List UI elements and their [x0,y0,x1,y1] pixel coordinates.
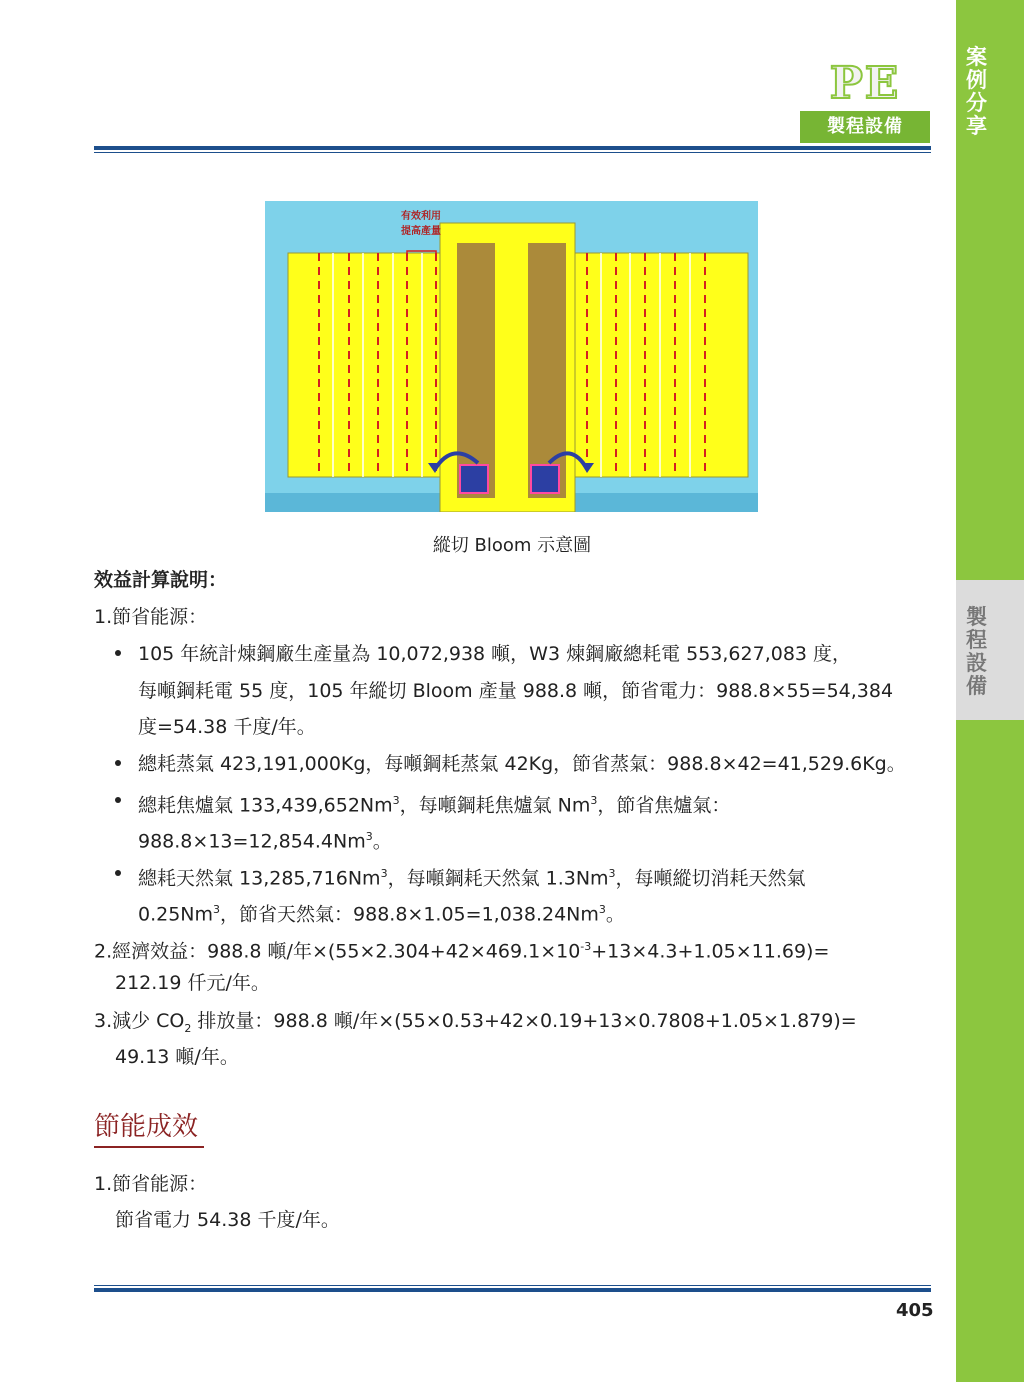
results-section-title: 節能成效 [94,1112,199,1142]
bullet1-line1: 105 年統計煉鋼廠生產量為 10,072,938 噸，W3 煉鋼廠總耗電 553,627,083 度， [138,643,852,665]
bullet-marker [115,870,121,876]
item3-line2: 49.13 噸/年。 [115,1046,239,1068]
item2-line2: 212.19 仟元/年。 [115,972,270,994]
section-badge: 製程設備 [800,111,930,143]
item1-label: 1.節省能源： [94,606,208,628]
footer-rule-thin [94,1285,931,1286]
figure-caption: 縱切 Bloom 示意圖 [432,535,592,556]
bloom-cutting-diagram [265,201,758,512]
bullet-marker [115,760,121,766]
bullet-marker [115,797,121,803]
bullet4-line2: 0.25Nm$^3$，節省天然氣：$988.8\times 1.05=1,038.24Nm^3$。 [138,903,625,926]
bullet4-line1: 總耗天然氣 13,285,716Nm$^3$，每噸鋼耗天然氣 1.3Nm$^3$，每噸縱切消耗天然氣 [138,867,806,890]
header-rule-thick [94,146,931,150]
bullet-marker [115,650,121,656]
bullet2-line1: 總耗蒸氣 423,191,000Kg，每噸鋼耗蒸氣 42Kg，節省蒸氣：988.8×42=41,529.6Kg。 [138,753,906,775]
item3-line1: 3.減少 $CO_2$ 排放量：988.8 噸/年×(55×0.53+42×0.19+13×0.7808+1.05×1.879)= [94,1010,857,1035]
side-tab-case-sharing: 案 例 分 享 [966,45,987,138]
footer-rule-thick [94,1288,931,1292]
annotation-effective-use: 有效利用 [401,211,441,222]
item2-line1: 2.經濟效益：988.8 噸/年$\times(55\times 2.304+42\times 469.1\times 10^{-3}+13\times 4.3+1.05\times 11.69)=$ [94,940,830,963]
page-number: 405 [896,1300,934,1321]
results-item1-label: 1.節省能源： [94,1173,208,1195]
benefit-heading: 效益計算說明： [94,569,228,591]
annotation-increase-output: 提高產量 [401,226,441,237]
header-rule-thin [94,152,931,153]
results-title-underline [94,1146,204,1148]
pe-logo: PE [829,58,901,109]
bullet3-line2: $988.8\times 13=12,854.4Nm^3$。 [138,830,392,853]
side-tab-process-equipment: 製 程 設 備 [966,605,987,698]
results-item1-value: 節省電力 54.38 千度/年。 [115,1209,340,1231]
bullet3-line1: 總耗焦爐氣 133,439,652Nm$^3$，每噸鋼耗焦爐氣 Nm$^3$，節省焦爐氣： [138,794,731,817]
bullet1-line2: 每噸鋼耗電 55 度，105 年縱切 Bloom 產量 988.8 噸，節省電力：988.8×55=54,384 [138,680,894,702]
bullet1-line3: 度=54.38 千度/年。 [138,716,316,738]
